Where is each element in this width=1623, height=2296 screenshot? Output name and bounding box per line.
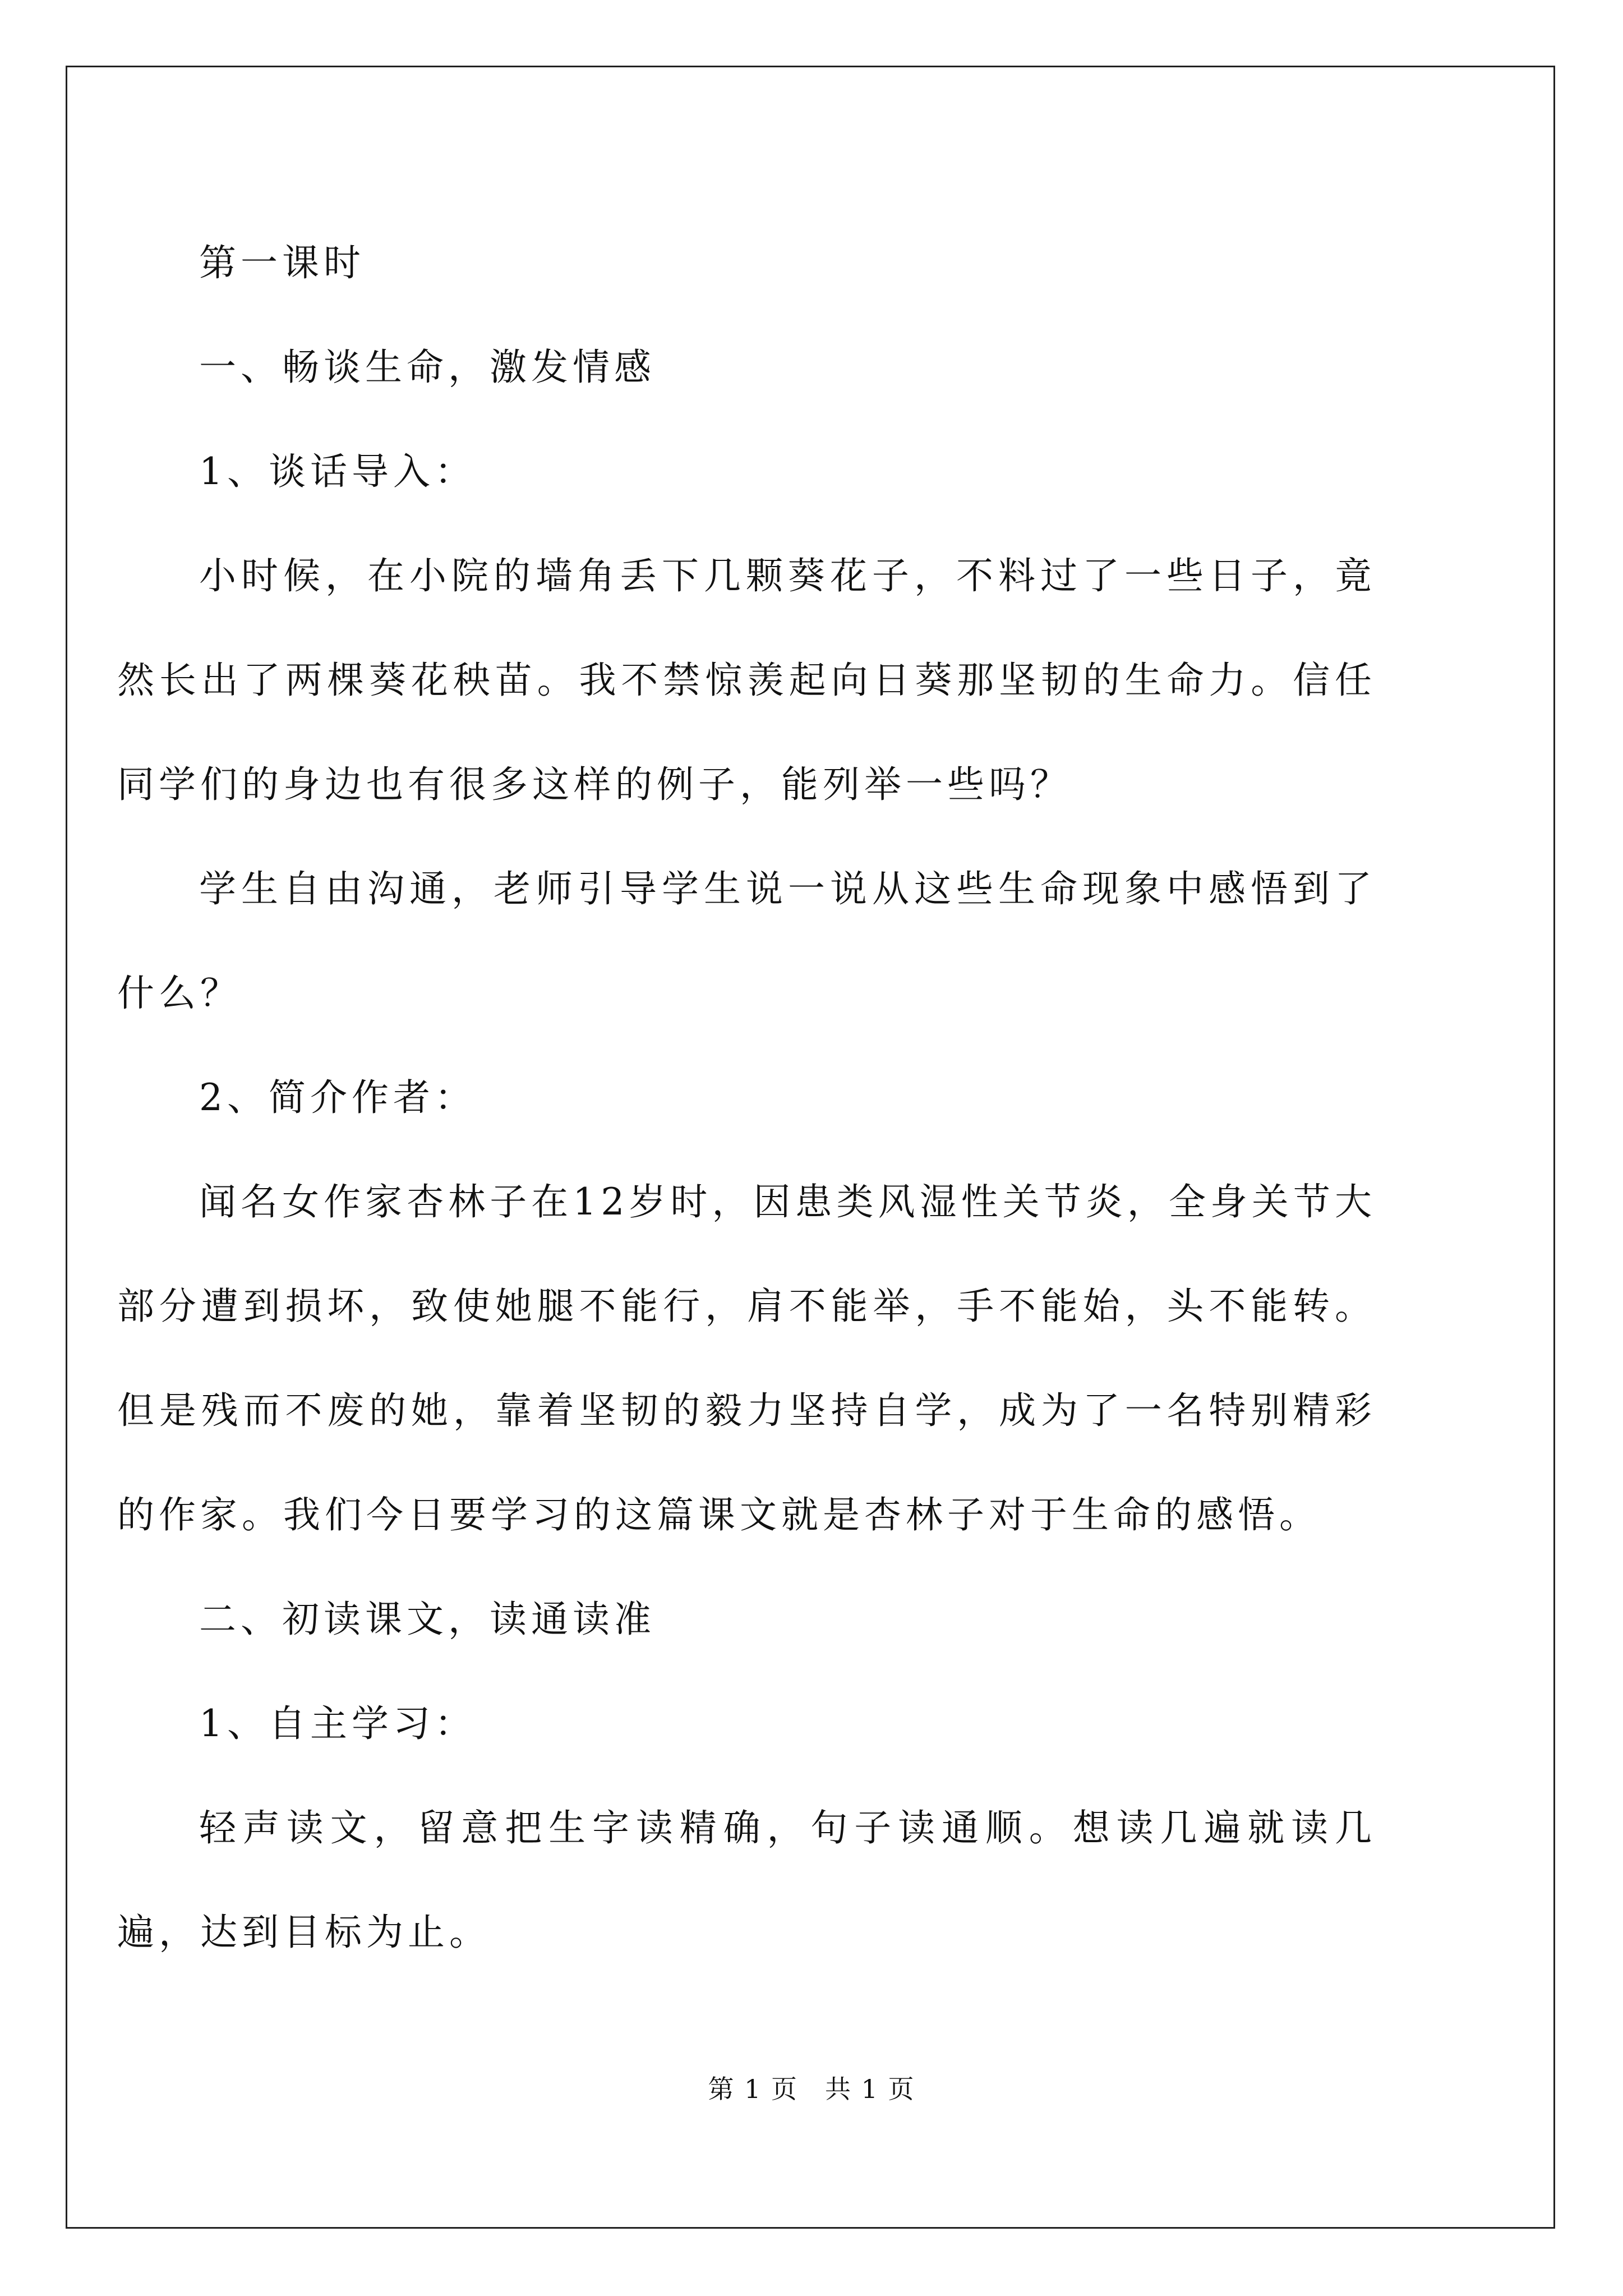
section-heading-1: 一、畅谈生命，激发情感 [199,346,656,389]
subheading-intro: 1、谈话导入： [199,450,476,493]
subheading-self-study: 1、自主学习： [199,1702,476,1745]
paragraph-sunflower: 小时候，在小院的墙角丢下几颗葵花子，不料过了一些日子，竟然长出了两棵葵花秧苗。我不禁惊羡起向日葵那坚韧的生命力。信任同学们的身边也有很多这样的例子，能列举一些吗？ [117,554,1376,806]
paragraph-reading: 轻声读文，留意把生字读精确，句子读通顺。想读几遍就读几遍，达到目标为止。 [117,1806,1376,1954]
paragraph-author-bio: 闻名女作家杏林子在12岁时，因患类风湿性关节炎，全身关节大部分遭到损坏，致使她腿不能行，肩不能举，手不能始，头不能转。但是残而不废的她，靠着坚韧的毅力坚持自学，成为了一名特别精彩的作家。我们今日要学习的这篇课文就是杏林子对于生命的感悟。 [117,1180,1376,1536]
document-body [117,211,1464,1985]
paragraph-discussion: 学生自由沟通，老师引导学生说一说从这些生命现象中感悟到了什么？ [117,867,1376,1015]
lesson-title: 第一课时 [199,241,365,284]
page-number-footer: 第 1 页 共 1 页 [708,2074,915,2104]
subheading-author: 2、简介作者： [199,1076,476,1119]
section-heading-2: 二、初读课文，读通读准 [199,1598,656,1641]
